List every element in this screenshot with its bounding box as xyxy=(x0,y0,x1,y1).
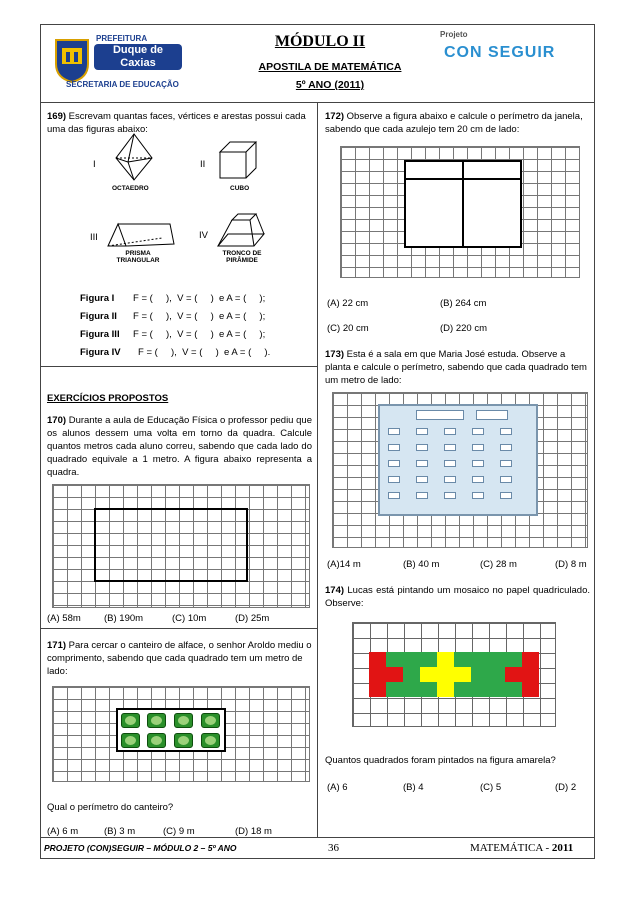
logo-projeto-text: Projeto xyxy=(440,30,468,39)
q173-options xyxy=(325,558,590,572)
window-mullion xyxy=(462,162,464,246)
logo-prefeitura-text: PREFEITURA xyxy=(96,34,148,43)
q174-option-b[interactable]: (B) 4 xyxy=(403,782,424,793)
q170-number: 170) xyxy=(47,415,67,426)
footer-subject: MATEMÁTICA - xyxy=(470,842,550,854)
city-crest-icon xyxy=(52,34,92,84)
q170-option-a[interactable]: (A) 58m xyxy=(47,613,81,624)
q169-row-4-fields[interactable]: F = ( ), V = ( ) e A = ( ). xyxy=(138,347,271,358)
q172-option-a[interactable]: (A) 22 cm xyxy=(327,298,369,309)
yellow-square xyxy=(437,667,454,682)
q170-court-rectangle xyxy=(94,508,248,582)
q173-desks xyxy=(388,428,528,508)
logo-secretaria-text: SECRETARIA DE EDUCAÇÃO xyxy=(66,80,179,89)
cube-shape xyxy=(218,140,258,182)
lettuce-icon xyxy=(147,713,166,728)
q172-option-b[interactable]: (B) 264 cm xyxy=(440,298,487,309)
q174-options xyxy=(325,781,590,795)
conseguir-logo xyxy=(438,30,578,80)
q169-number: 169) xyxy=(47,111,67,122)
q173-prompt: Esta é a sala em que Maria José estuda. Observe a planta e calcule o perímetro, sabendo que cada quadrado tem um metro de lado: xyxy=(325,349,587,386)
section-divider xyxy=(40,366,317,367)
q171-option-b[interactable]: (B) 3 m xyxy=(104,826,136,837)
fig-I-caption: OCTAEDRO xyxy=(112,185,149,192)
q171-prompt: Para cercar o canteiro de alface, o senhor Aroldo mediu o comprimento, sabendo que cada quadrado tem um metro de lado: xyxy=(47,640,312,677)
lettuce-icon xyxy=(201,733,220,748)
lettuce-icon xyxy=(174,713,193,728)
q172-text xyxy=(325,110,590,136)
section-title: EXERCÍCIOS PROPOSTOS xyxy=(47,393,169,404)
triangular-prism-shape xyxy=(104,218,176,250)
page-subtitle: APOSTILA DE MATEMÁTICA xyxy=(258,61,402,73)
teacher-desk xyxy=(416,410,464,420)
q172-window xyxy=(404,160,522,248)
fig-IV-caption: TRONCO DE PIRÂMIDE xyxy=(222,250,262,264)
fig-II-caption: CUBO xyxy=(230,185,250,192)
logo-city-name: Duque de Caxias xyxy=(94,44,182,70)
q171-lettuce-bed xyxy=(116,708,226,752)
lettuce-icon xyxy=(121,713,140,728)
q169-row-3-label: Figura III xyxy=(80,329,120,340)
q171-text xyxy=(47,639,312,678)
q169-row-1-fields[interactable]: F = ( ), V = ( ) e A = ( ); xyxy=(133,293,266,304)
q172-number: 172) xyxy=(325,111,345,122)
lettuce-icon xyxy=(147,733,166,748)
q171-option-c[interactable]: (C) 9 m xyxy=(163,826,195,837)
board xyxy=(476,410,508,420)
pyramid-frustum-shape xyxy=(216,212,268,250)
q171-option-d[interactable]: (D) 18 m xyxy=(235,826,272,837)
footer-year: 2011 xyxy=(551,842,574,854)
q173-option-a[interactable]: (A)14 m xyxy=(327,559,361,570)
q172-option-c[interactable]: (C) 20 cm xyxy=(327,323,369,334)
fig-II-roman: II xyxy=(200,159,206,170)
footer-left: PROJETO (CON)SEGUIR – MÓDULO 2 – 5º ANO xyxy=(44,843,237,853)
prefeitura-logo xyxy=(52,30,182,96)
q174-number: 174) xyxy=(325,585,345,596)
q170-option-b[interactable]: (B) 190m xyxy=(104,613,144,624)
q173-option-b[interactable]: (B) 40 m xyxy=(403,559,440,570)
q171-options xyxy=(47,825,312,839)
fig-III-roman: III xyxy=(90,232,98,243)
q169-row-1-label: Figura I xyxy=(80,293,115,304)
q172-prompt: Observe a figura abaixo e calcule o perímetro da janela, sabendo que cada azulejo tem 20 cm de lado: xyxy=(325,111,583,135)
q174-mosaic xyxy=(352,622,556,727)
grade-label: 5º ANO (2011) xyxy=(295,79,365,91)
q174-option-d[interactable]: (D) 2 xyxy=(555,782,577,793)
fig-I-roman: I xyxy=(93,159,96,170)
q173-option-d[interactable]: (D) 8 m xyxy=(555,559,587,570)
yellow-square xyxy=(437,652,454,667)
q174-option-c[interactable]: (C) 5 xyxy=(480,782,502,793)
module-title: MÓDULO II xyxy=(274,33,366,50)
q174-question: Quantos quadrados foram pintados na figura amarela? xyxy=(325,755,556,766)
q171-number: 171) xyxy=(47,640,67,651)
q173-text xyxy=(325,348,590,387)
q170-option-d[interactable]: (D) 25m xyxy=(235,613,270,624)
yellow-square xyxy=(454,667,471,682)
lettuce-icon xyxy=(121,733,140,748)
q169-row-2-label: Figura II xyxy=(80,311,117,322)
lettuce-icon xyxy=(201,713,220,728)
q169-row-4-label: Figura IV xyxy=(80,347,121,358)
footer-page-number: 36 xyxy=(328,842,339,854)
fig-IV-roman: IV xyxy=(199,230,208,241)
q174-prompt: Lucas está pintando um mosaico no papel quadriculado. Observe: xyxy=(325,585,590,609)
q169-row-3-fields[interactable]: F = ( ), V = ( ) e A = ( ); xyxy=(133,329,266,340)
fig-III-caption: PRISMA TRIANGULAR xyxy=(116,250,160,264)
q172-options-row2 xyxy=(325,322,590,336)
yellow-square xyxy=(437,682,454,697)
q169-prompt: Escrevam quantas faces, vértices e arestas possui cada uma das figuras abaixo: xyxy=(47,111,306,135)
lettuce-icon xyxy=(174,733,193,748)
q170-options xyxy=(47,612,312,626)
q170-divider xyxy=(40,628,317,629)
q174-option-a[interactable]: (A) 6 xyxy=(327,782,348,793)
yellow-square xyxy=(420,667,437,682)
logo-conseguir-text: CON SEGUIR xyxy=(444,44,556,61)
q173-number: 173) xyxy=(325,349,345,360)
q171-option-a[interactable]: (A) 6 m xyxy=(47,826,79,837)
q174-text xyxy=(325,584,590,610)
q170-prompt: Durante a aula de Educação Física o professor pediu que os alunos dessem uma volta em torno da quadra. Calcule quantos metros cada aluno correu, sabendo que cada lado do quadrado equivale a 1 metro. A figura abaixo representa a quadra. xyxy=(47,415,313,478)
q169-row-2-fields[interactable]: F = ( ), V = ( ) e A = ( ); xyxy=(133,311,266,322)
q169-text xyxy=(47,110,312,136)
q172-options-row1 xyxy=(325,297,590,311)
octahedron-shape xyxy=(112,132,156,182)
column-divider xyxy=(317,102,318,837)
q171-question: Qual o perímetro do canteiro? xyxy=(47,802,174,813)
q170-text xyxy=(47,414,312,479)
q173-option-c[interactable]: (C) 28 m xyxy=(480,559,517,570)
q170-option-c[interactable]: (C) 10m xyxy=(172,613,207,624)
footer-right xyxy=(470,842,573,854)
q172-option-d[interactable]: (D) 220 cm xyxy=(440,323,487,334)
